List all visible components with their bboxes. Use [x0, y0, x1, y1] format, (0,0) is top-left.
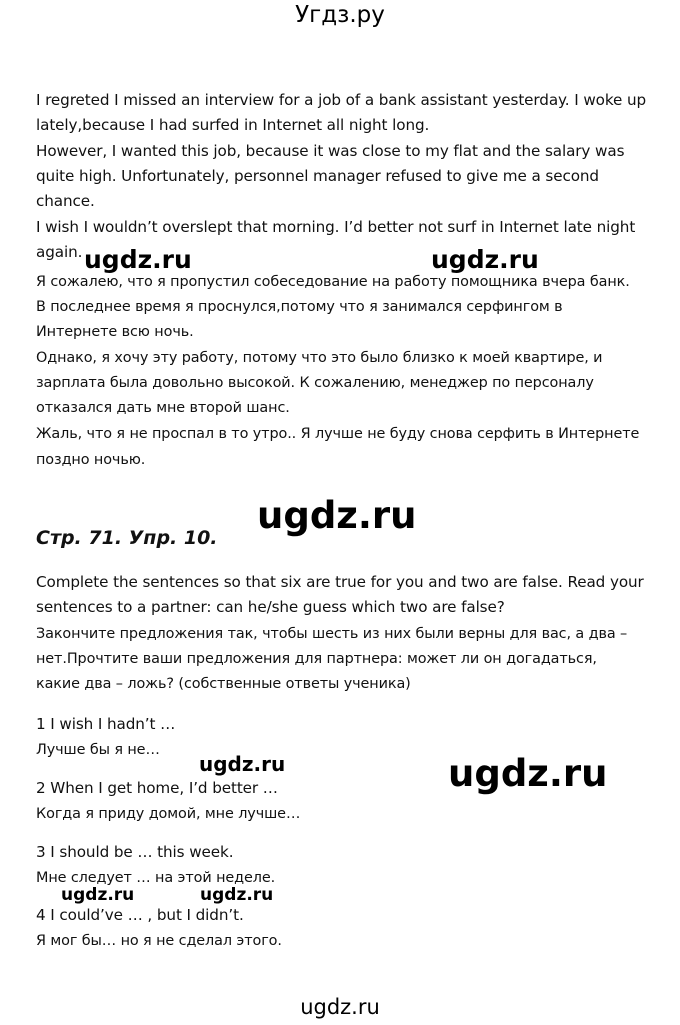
essay-ru-line-2: В последнее время я проснулся,потому что я занимался серфингом в — [36, 299, 563, 315]
item-1-ru: Лучше бы я не… — [36, 742, 160, 758]
watermark: ugdz.ru — [84, 245, 192, 274]
task-ru-line-2: нет.Прочтите ваши предложения для партнера: может ли он догадаться, — [36, 651, 597, 667]
task-en-line-2: sentences to a partner: can he/she guess which two are false? — [36, 598, 505, 616]
essay-en-line-4: quite high. Unfortunately, personnel manager refused to give me a second — [36, 167, 599, 185]
site-header: Угдз.ру — [295, 2, 385, 28]
watermark: ugdz.ru — [61, 885, 135, 905]
essay-ru-line-5: зарплата была довольно высокой. К сожалению, менеджер по персоналу — [36, 375, 594, 391]
essay-ru-line-1: Я сожалею, что я пропустил собеседование на работу помощника вчера банк. — [36, 274, 630, 290]
item-4-en: 4 I could’ve … , but I didn’t. — [36, 906, 244, 924]
item-3-en: 3 I should be … this week. — [36, 843, 234, 861]
watermark: ugdz.ru — [448, 752, 608, 795]
essay-ru-line-6: отказался дать мне второй шанс. — [36, 400, 290, 416]
essay-ru-line-3: Интернете всю ночь. — [36, 324, 194, 340]
essay-en-line-1: I regreted I missed an interview for a job of a bank assistant yesterday. I woke up — [36, 91, 647, 109]
essay-ru-line-8: поздно ночью. — [36, 452, 146, 468]
item-1-en: 1 I wish I hadn’t … — [36, 715, 176, 733]
item-4-ru: Я мог бы… но я не сделал этого. — [36, 933, 282, 949]
item-3-ru: Мне следует … на этой неделе. — [36, 870, 276, 886]
footer-watermark: ugdz.ru — [300, 995, 380, 1019]
essay-en-line-7: again. — [36, 243, 83, 261]
watermark: ugdz.ru — [199, 752, 286, 776]
essay-en-line-2: lately,because I had surfed in Internet all night long. — [36, 116, 430, 134]
task-en-line-1: Complete the sentences so that six are true for you and two are false. Read your — [36, 573, 644, 591]
essay-en-line-6: I wish I wouldn’t overslept that morning. I’d better not surf in Internet late night — [36, 218, 636, 236]
exercise-heading: Стр. 71. Упр. 10. — [36, 527, 218, 549]
essay-en-line-5: chance. — [36, 192, 95, 210]
watermark: ugdz.ru — [200, 885, 274, 905]
watermark: ugdz.ru — [257, 494, 417, 537]
item-2-ru: Когда я приду домой, мне лучше… — [36, 806, 301, 822]
watermark: ugdz.ru — [431, 245, 539, 274]
item-2-en: 2 When I get home, I’d better … — [36, 779, 278, 797]
task-ru-line-1: Закончите предложения так, чтобы шесть из них были верны для вас, а два – — [36, 626, 628, 642]
essay-ru-line-7: Жаль, что я не проспал в то утро.. Я лучше не буду снова серфить в Интернете — [36, 426, 640, 442]
essay-ru-line-4: Однако, я хочу эту работу, потому что это было близко к моей квартире, и — [36, 350, 603, 366]
task-ru-line-3: какие два – ложь? (собственные ответы ученика) — [36, 676, 411, 692]
essay-en-line-3: However, I wanted this job, because it was close to my flat and the salary was — [36, 142, 625, 160]
